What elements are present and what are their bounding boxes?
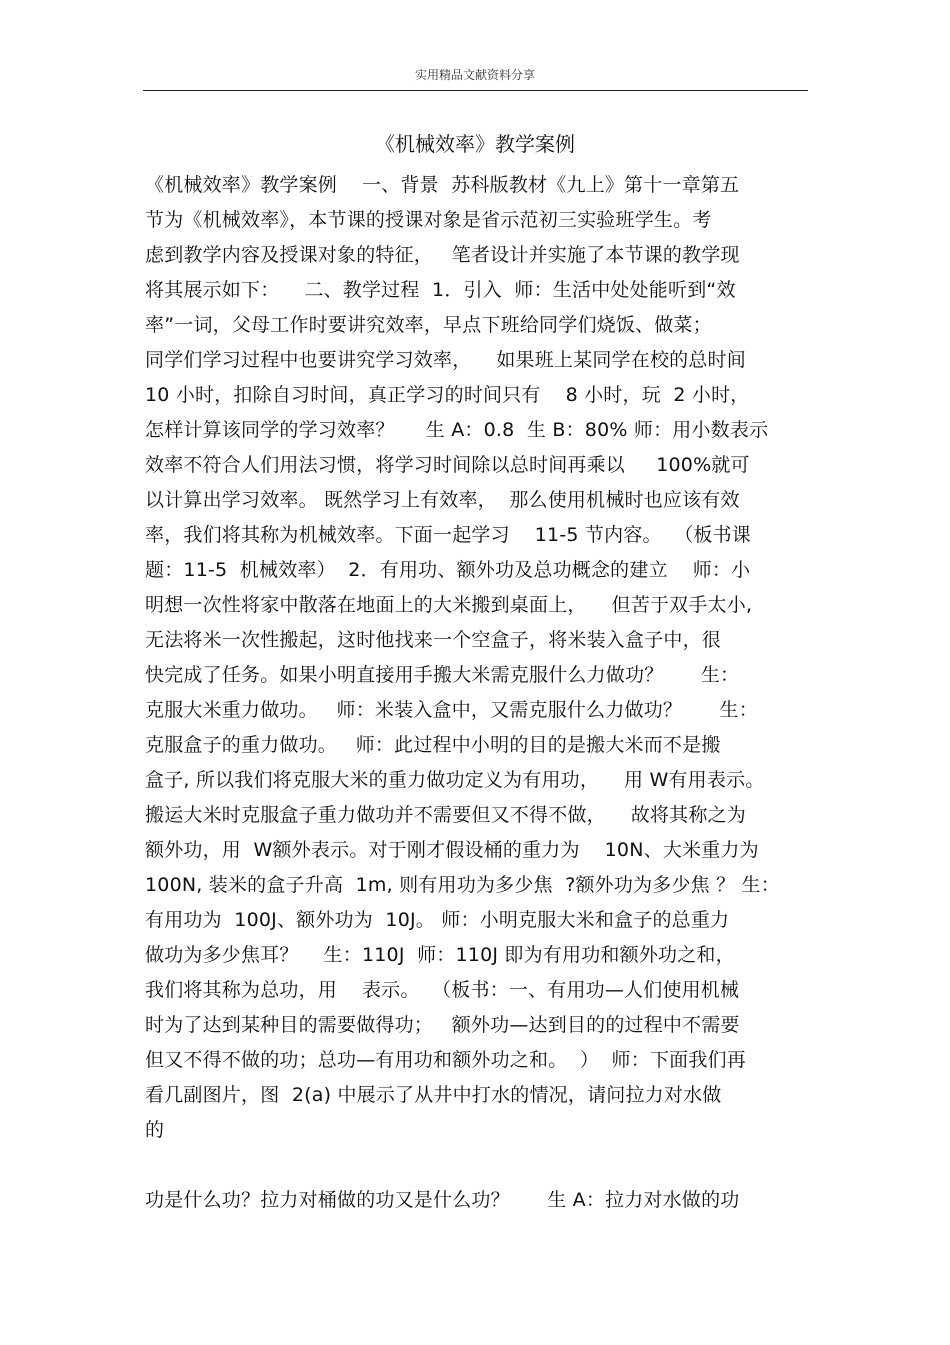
text-line: 克服大米重力做功。 师：米装入盒中，又需克服什么力做功？ 生： (145, 699, 758, 721)
text-line: 但又不得不做的功；总功—有用功和额外功之和。 ） 师：下面我们再 (145, 1049, 746, 1071)
text-line: 无法将米一次性搬起，这时他找来一个空盒子，将米装入盒子中，很 (145, 629, 722, 651)
text-line: 100N, 装米的盒子升高 1m, 则有用功为多少焦 ?额外功为多少焦 ？ 生： (145, 874, 780, 896)
text-line: 快完成了任务。如果小明直接用手搬大米需克服什么力做功？ 生： (145, 664, 740, 686)
text-line: 克服盒子的重力做功。 师：此过程中小明的目的是搬大米而不是搬 (145, 734, 721, 756)
text-line: 时为了达到某种目的需要做得功； 额外功—达到目的的过程中不需要 (145, 1014, 740, 1036)
text-line: 率，我们将其称为机械效率。下面一起学习 11-5 节内容。 （板书课 (145, 524, 751, 546)
document-title: 《机械效率》教学案例 (375, 132, 575, 156)
page-header: 实用精品文献资料分享 (414, 68, 535, 82)
text-line: 我们将其称为总功，用 表示。 （板书：一、有用功—人们使用机械 (145, 979, 740, 1001)
text-line: 明想一次性将家中散落在地面上的大米搬到桌面上， 但苦于双手太小, (145, 594, 753, 616)
text-line: 节为《机械效率》，本节课的授课对象是省示范初三实验班学生。考 (145, 209, 712, 231)
text-line: 额外功，用 W额外表示。对于刚才假设桶的重力为 10N、大米重力为 (145, 839, 759, 861)
text-line: 题：11-5 机械效率） 2．有用功、额外功及总功概念的建立 师：小 (145, 559, 751, 581)
text-line: 《机械效率》教学案例 一、背景 苏科版教材《九上》第十一章第五 (145, 174, 740, 196)
text-line: 率”一词，父母工作时要讲究效率，早点下班给同学们烧饭、做菜； (145, 314, 712, 336)
text-line: 效率不符合人们用法习惯，将学习时间除以总时间再乘以 100%就可 (145, 454, 750, 476)
text-line: 做功为多少焦耳？ 生：110J 师：110J 即为有用功和额外功之和， (145, 944, 735, 966)
text-line: 盒子, 所以我们将克服大米的重力做功定义为有用功， 用 W有用表示。 (145, 769, 765, 791)
text-line: 怎样计算该同学的学习效率？ 生 A：0.8 生 B：80% 师：用小数表示 (145, 419, 769, 441)
text-line: 将其展示如下： 二、教学过程 1．引入 师：生活中处处能听到“效 (145, 279, 736, 301)
header-divider (143, 90, 808, 91)
text-line: 10 小时，扣除自习时间，真正学习的时间只有 8 小时，玩 2 小时， (145, 384, 750, 406)
text-line: 同学们学习过程中也要讲究学习效率， 如果班上某同学在校的总时间 (145, 349, 746, 371)
text-line: 功是什么功？拉力对桶做的功又是什么功？ 生 A：拉力对水做的功 (145, 1189, 740, 1211)
text-line: 搬运大米时克服盒子重力做功并不需要但又不得不做， 故将其称之为 (145, 804, 746, 826)
text-line: 的 (145, 1119, 165, 1141)
text-line: 看几副图片，图 2(a) 中展示了从井中打水的情况，请问拉力对水做 (145, 1084, 722, 1106)
text-line: 以计算出学习效率。 既然学习上有效率， 那么使用机械时也应该有效 (145, 489, 740, 511)
text-line: 有用功为 100J、额外功为 10J。 师：小明克服大米和盒子的总重力 (145, 909, 730, 931)
text-line: 虑到教学内容及授课对象的特征， 笔者设计并实施了本节课的教学现 (145, 244, 740, 266)
